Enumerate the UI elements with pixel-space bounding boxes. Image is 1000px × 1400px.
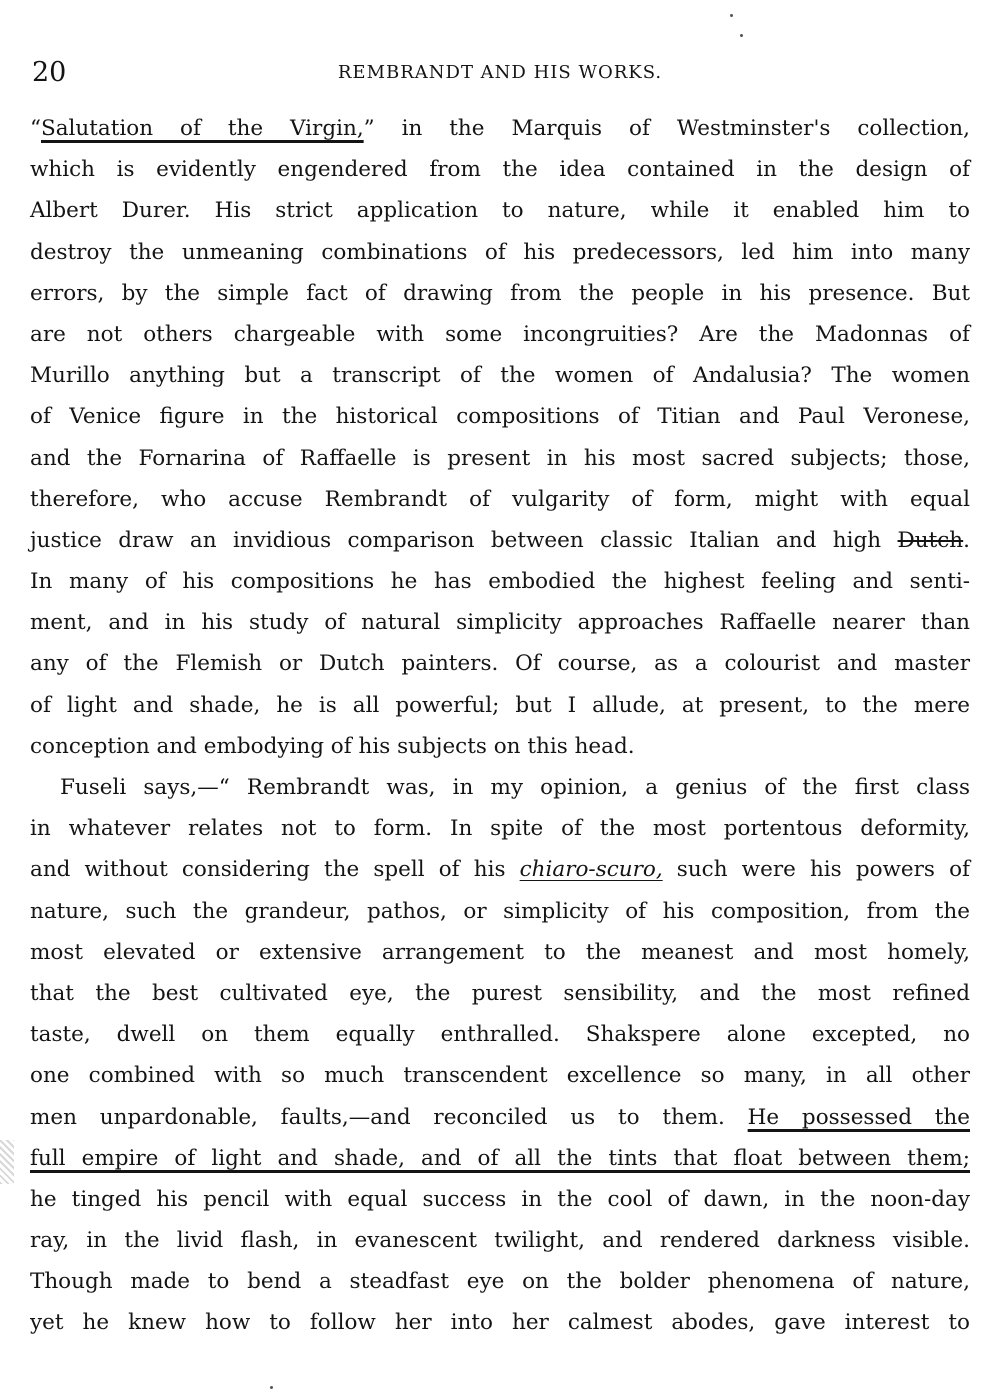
text-line [30, 314, 970, 355]
text-line [30, 232, 970, 273]
text-line [30, 479, 970, 520]
line-text: conception and embodying of his subjects on this head. [30, 733, 635, 759]
line-text: In many of his compositions he has embodied the highest feeling and senti- [30, 569, 970, 595]
line-text: of Venice figure in the historical compositions of Titian and Paul Veronese, [30, 404, 970, 430]
underlined-passage: full empire of light and shade, and of all the tints that float between them; [30, 1145, 970, 1171]
text-line [30, 561, 970, 602]
text-line [30, 520, 970, 561]
text-line [30, 396, 970, 437]
line-text: justice draw an invidious comparison between classic Italian and high [30, 527, 898, 553]
line-text: such were his powers of [662, 857, 970, 883]
line-text: nature, such the grandeur, pathos, or simplicity of his composition, from the [30, 898, 970, 924]
text-line [30, 1261, 970, 1302]
line-text: any of the Flemish or Dutch painters. Of course, as a colourist and master [30, 651, 970, 677]
line-text: he tinged his pencil with equal success in the cool of dawn, in the noon-day [30, 1186, 970, 1212]
line-text: which is evidently engendered from the idea contained in the design of [30, 157, 970, 183]
underlined-passage: Salutation of the Virgin, [41, 116, 364, 141]
line-text: of light and shade, he is all powerful; but I allude, at present, to the mere [30, 692, 970, 718]
line-text: ” in the Marquis of Westminster's collection, [363, 116, 970, 141]
text-line [30, 726, 970, 767]
text-line [30, 190, 970, 231]
text-line [30, 643, 970, 684]
text-line [30, 1138, 970, 1179]
line-text: that the best cultivated eye, the purest sensibility, and the most refined [30, 980, 970, 1006]
line-text: taste, dwell on them equally enthralled. Shakspere alone excepted, no [30, 1022, 970, 1048]
line-text: Fuseli says,—“ Rembrandt was, in my opinion, a genius of the first class [60, 775, 970, 800]
text-line [30, 1055, 970, 1096]
text-line [30, 602, 970, 643]
text-line [30, 108, 970, 149]
text-line [30, 355, 970, 396]
line-text: therefore, who accuse Rembrandt of vulgarity of form, might with equal [30, 486, 970, 512]
text-line [30, 1179, 970, 1220]
text-line [30, 1220, 970, 1261]
running-head: REMBRANDT AND HIS WORKS. [337, 62, 663, 83]
text-line [30, 973, 970, 1014]
ink-speck [740, 34, 743, 37]
line-text: Murillo anything but a transcript of the women of Andalusia? The women [30, 363, 970, 389]
page-header [32, 56, 968, 90]
line-text: ray, in the livid flash, in evanescent twilight, and rendered darkness visible. [30, 1228, 970, 1254]
ink-speck [730, 14, 733, 17]
line-text: yet he knew how to follow her into her calmest abodes, gave interest to [30, 1310, 970, 1336]
line-text: Albert Durer. His strict application to nature, while it enabled him to [30, 198, 970, 224]
line-text: and without considering the spell of his [30, 857, 520, 883]
line-text: errors, by the simple fact of drawing from the people in his presence. But [30, 280, 970, 306]
text-line [30, 808, 970, 849]
line-text: . [963, 527, 970, 553]
ink-speck [270, 1386, 273, 1389]
text-line [30, 849, 970, 890]
text-line [30, 149, 970, 190]
line-text: Though made to bend a steadfast eye on the bolder phenomena of nature, [30, 1269, 970, 1295]
text-line [30, 1302, 970, 1343]
line-text: men unpardonable, faults,—and reconciled us to them. [30, 1104, 748, 1130]
text-line [30, 891, 970, 932]
line-text: destroy the unmeaning combinations of his predecessors, led him into many [30, 239, 970, 265]
text-line [30, 273, 970, 314]
body-text [30, 108, 970, 1344]
text-line [30, 1014, 970, 1055]
page-number: 20 [32, 57, 67, 88]
text-line [30, 438, 970, 479]
line-text: and the Fornarina of Raffaelle is present in his most sacred subjects; those, [30, 445, 970, 471]
line-text: “ [30, 116, 41, 141]
line-text: are not others chargeable with some incongruities? Are the Madonnas of [30, 321, 970, 347]
italic-term: chiaro-scuro, [519, 857, 663, 883]
line-text: in whatever relates not to form. In spite of the most portentous deformity, [30, 816, 970, 842]
underlined-passage: He possessed the [747, 1104, 970, 1130]
line-text: ment, and in his study of natural simplicity approaches Raffaelle nearer than [30, 610, 970, 636]
text-line [30, 767, 970, 808]
text-line [30, 932, 970, 973]
line-text: one combined with so much transcendent excellence so many, in all other [30, 1063, 970, 1089]
text-line [30, 1097, 970, 1138]
struck-word: Dutch [897, 527, 964, 553]
page-smudge [0, 1140, 14, 1184]
text-line [30, 685, 970, 726]
line-text: most elevated or extensive arrangement to the meanest and most homely, [30, 939, 970, 965]
